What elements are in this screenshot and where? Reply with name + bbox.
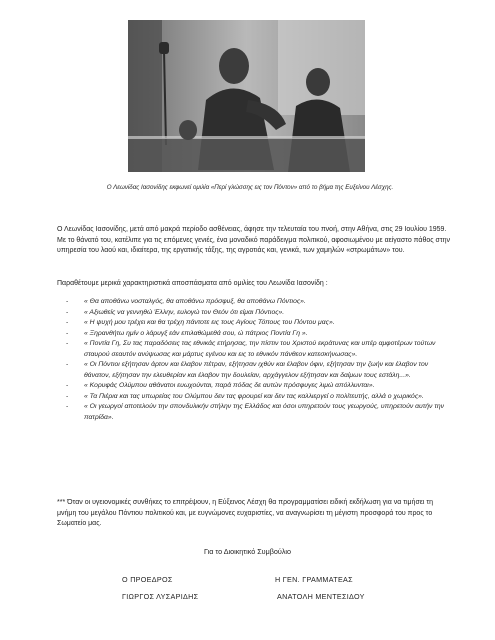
quote-item: - « Κορυφάς Ολύμπου αθάνατοι ευωχούνται, παρά πόδας δε αυτών πρόσφυγες λιμώ απόλλυνται». xyxy=(66,381,450,392)
quote-item: - « Ποντία Γη, Συ τας παραδόσεις τας εθνικάς ετήρησας, την πίστιν του Χριστού εκράτυνας και υπέρ αμφοτέρων τούτων σταυρού σεαυτόν ανύψωσας και μάρτυς εγένου και εις το εθνικόν πάνθεον κατεσκήνωσας». xyxy=(66,339,450,360)
intro-paragraph: Ο Λεωνίδας Ιασονίδης, μετά από μακρά περίοδο ασθένειας, άφησε την τελευταία του πνοή, στην Αθήνα, στις 29 Ιουλίου 1959. Με το θάνατό του, κατέλιπε για τις επόμενες γενιές, ένα μοναδικό παράδειγμα πολιτικού, αφοσιωμένου με αείγαστο πάθος στην υπηρεσία του λαού και, ιδιαίτερα, της εργατικής τάξης, της αγροτιάς και, γενικά, των χαμηλών «στρωμάτων» του. xyxy=(57,226,451,254)
quote-item: - « Ξηρανθήτω ημίν ο λάρυγξ εάν επιλαθώμεθά σου, ώ πάτριος Ποντία Γη ». xyxy=(66,329,450,340)
president-name: ΓΙΩΡΓΟΣ ΛΥΣΑΡΙΔΗΣ xyxy=(122,592,199,601)
photo-caption: Ο Λεωνίδας Ιασονίδης εκφωνεί ομιλία «Περί γλώσσης εις τον Πόντον» από το βήμα της Ευξείνου Λέσχης. xyxy=(106,184,394,191)
quote-item: - « Θα αποθάνω νοσταλγός, θα αποθάνω πρόσφυξ, θα αποθάνω Πόντιος». xyxy=(66,297,450,308)
quote-item: - « Αξιωθείς να γεννηθώ Έλλην, ευλογώ τον Θεόν ότι είμαι Πόντιος». xyxy=(66,308,450,319)
quote-item: - « Οι Πόντιοι εξήτησαν άρτον και έλαβον πέτραν, εξήτησαν ιχθύν και έλαβον όφιν, εξήτησαν την ζωήν και έλαβον τον θάνατον, εξήτησαν την ελευθερίαν και έλαβον την δουλείαν, αρχάγγελον εξήτησαν και δαίμων τους εστάλη...». xyxy=(66,360,450,381)
signature-header: Για το Διοικητικό Συμβούλιο xyxy=(203,547,292,556)
footnote: *** Όταν οι υγειονομικές συνθήκες το επιτρέψουν, η Εύξεινος Λέσχη θα προγραμματίσει ειδική εκδήλωση για να τιμήσει τη μνήμη του μεγάλου Πόντιου πολιτικού και, με ευγνώμονες ευχαριστίες, να αναγνωρίσει τη μέγιστη προσφορά του προς το Σωματείο μας. xyxy=(57,499,434,527)
secretary-name: ΑΝΑΤΟΛΗ ΜΕΝΤΕΣΙΔΟΥ xyxy=(277,592,365,601)
quotes-list xyxy=(66,297,450,423)
quote-item: - « Οι γεωργοί αποτελούν την σπονδυλικήν στήλην της Ελλάδος και όσοι υπηρετούν τους γεωργούς, υπηρετούν αυτήν την πατρίδα». xyxy=(66,402,450,423)
quotes-intro: Παραθέτουμε μερικά χαρακτηριστικά αποσπάσματα από ομιλίες του Λεωνίδα Ιασονίδη : xyxy=(57,280,328,287)
president-title: Ο ΠΡΟΕΔΡΟΣ xyxy=(122,575,173,584)
quote-item: - « Τα Πιέρια και τας υπωρείας του Ολύμπου δεν τας φρουρεί και δεν τας καλλιεργεί ο πολίτευτής, αλλά ο χωρικός». xyxy=(66,392,450,403)
secretary-title: Η ΓΕΝ. ΓΡΑΜΜΑΤΕΑΣ xyxy=(275,575,353,584)
speaker-at-podium-photo xyxy=(128,20,365,172)
historical-photo xyxy=(128,20,365,172)
quote-item: - « Η ψυχή μου τρέχει και θα τρέχη πάντοτε εις τους Αγίους Τόπους του Πόντου μας». xyxy=(66,318,450,329)
